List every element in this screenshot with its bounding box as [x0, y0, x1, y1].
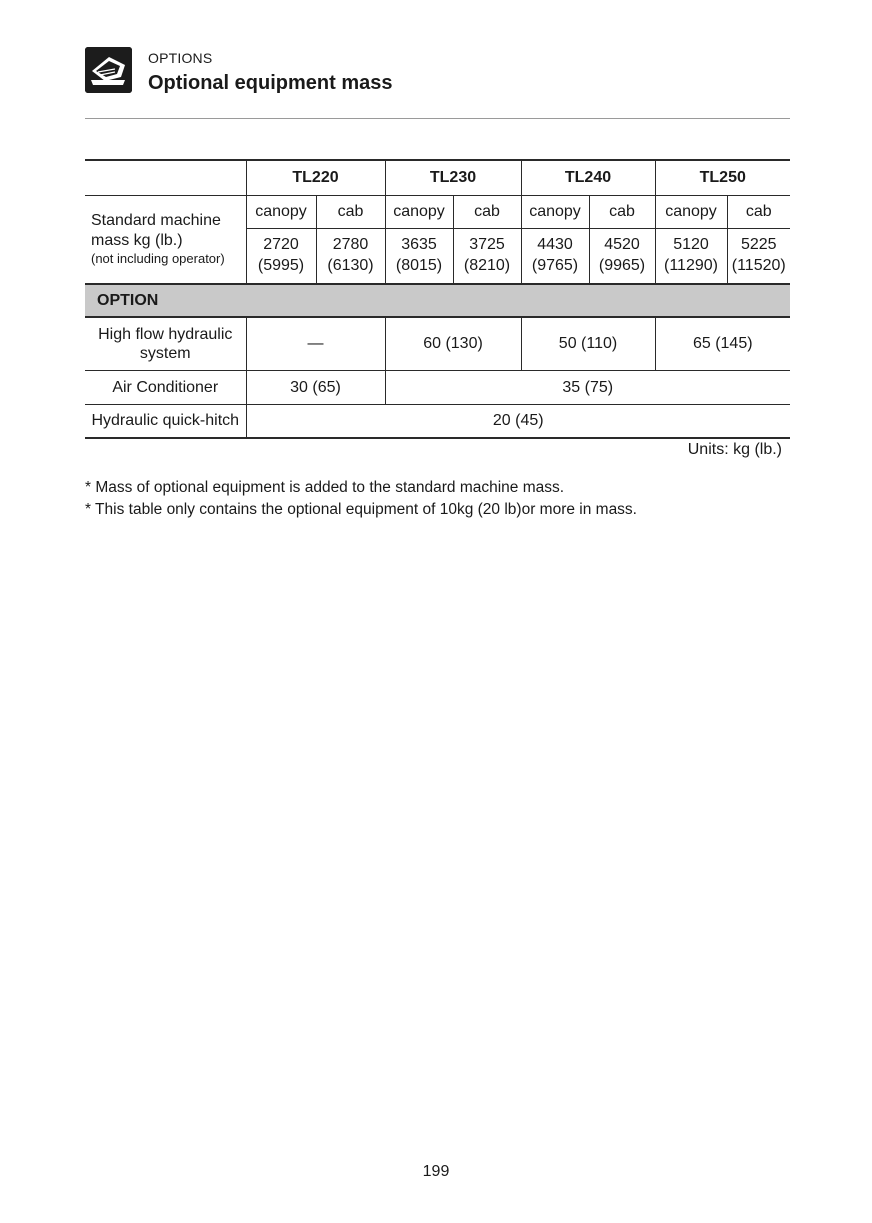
option-value-tl230-tl250: 35 (75) — [385, 371, 790, 405]
option-header-row — [85, 284, 790, 317]
footnote: * This table only contains the optional equipment of 10kg (20 lb)or more in mass. — [85, 501, 637, 518]
option-value-all-models: 20 (45) — [246, 405, 790, 439]
option-value-tl230: 60 (130) — [385, 317, 521, 371]
config-cell: cab — [589, 196, 655, 229]
option-name-line1: High flow hydraulic — [98, 325, 233, 343]
mass-lb: (9765) — [531, 257, 579, 274]
standard-mass-label-line2: mass kg (lb.) — [91, 232, 183, 250]
option-name-quick-hitch: Hydraulic quick-hitch — [85, 405, 246, 439]
option-value-tl250: 65 (145) — [655, 317, 790, 371]
model-tl250: TL250 — [655, 160, 790, 196]
mass-lb: (8015) — [395, 257, 443, 274]
mass-kg: 4520 — [604, 236, 640, 254]
mass-cell — [385, 229, 453, 285]
config-cell: cab — [453, 196, 521, 229]
option-header: OPTION — [85, 284, 790, 317]
bucket-icon — [85, 47, 132, 93]
mass-cell — [246, 229, 316, 285]
page-number: 199 — [422, 1163, 450, 1180]
config-cell: canopy — [655, 196, 727, 229]
option-name-line2: system — [139, 345, 191, 362]
mass-kg: 5120 — [673, 236, 709, 254]
option-value-tl220: — — [246, 317, 385, 371]
optional-equipment-mass-table — [85, 159, 790, 439]
mass-lb: (5995) — [257, 257, 305, 274]
mass-kg: 4430 — [537, 236, 573, 254]
mass-cell — [521, 229, 589, 285]
config-cell: canopy — [521, 196, 589, 229]
header-divider — [85, 118, 790, 119]
mass-cell — [453, 229, 521, 285]
option-row-quick-hitch — [85, 405, 790, 439]
footnotes — [85, 477, 637, 521]
mass-cell — [316, 229, 385, 285]
config-row — [85, 196, 790, 229]
standard-mass-note: (not including operator) — [91, 251, 225, 267]
mass-cell — [655, 229, 727, 285]
page-title: Optional equipment mass — [148, 72, 393, 94]
config-cell: canopy — [246, 196, 316, 229]
model-header-row — [85, 160, 790, 196]
mass-lb: (11290) — [664, 257, 718, 274]
mass-kg: 3635 — [401, 236, 437, 254]
model-tl220: TL220 — [246, 160, 385, 196]
mass-cell — [589, 229, 655, 285]
model-tl230: TL230 — [385, 160, 521, 196]
mass-lb: (6130) — [327, 257, 374, 274]
config-cell: cab — [316, 196, 385, 229]
option-value-tl240: 50 (110) — [521, 317, 655, 371]
empty-corner-cell — [85, 160, 246, 196]
mass-kg: 3725 — [469, 236, 505, 254]
mass-lb: (9965) — [598, 257, 646, 274]
config-cell: canopy — [385, 196, 453, 229]
mass-lb: (8210) — [463, 257, 511, 274]
mass-cell — [727, 229, 790, 285]
mass-kg: 2720 — [263, 236, 299, 254]
config-cell: cab — [727, 196, 790, 229]
standard-mass-label-line1: Standard machine — [91, 212, 221, 230]
option-name-air-conditioner: Air Conditioner — [85, 371, 246, 405]
mass-lb: (11520) — [731, 257, 786, 274]
option-row-high-flow — [85, 317, 790, 371]
standard-mass-label — [85, 196, 246, 285]
option-name-high-flow — [85, 317, 246, 371]
model-tl240: TL240 — [521, 160, 655, 196]
option-value-tl220: 30 (65) — [246, 371, 385, 405]
option-row-air-conditioner — [85, 371, 790, 405]
section-label: OPTIONS — [148, 50, 213, 66]
units-note: Units: kg (lb.) — [687, 441, 782, 458]
mass-kg: 2780 — [332, 236, 369, 254]
mass-kg: 5225 — [740, 236, 777, 254]
footnote: * Mass of optional equipment is added to the standard machine mass. — [85, 479, 565, 496]
